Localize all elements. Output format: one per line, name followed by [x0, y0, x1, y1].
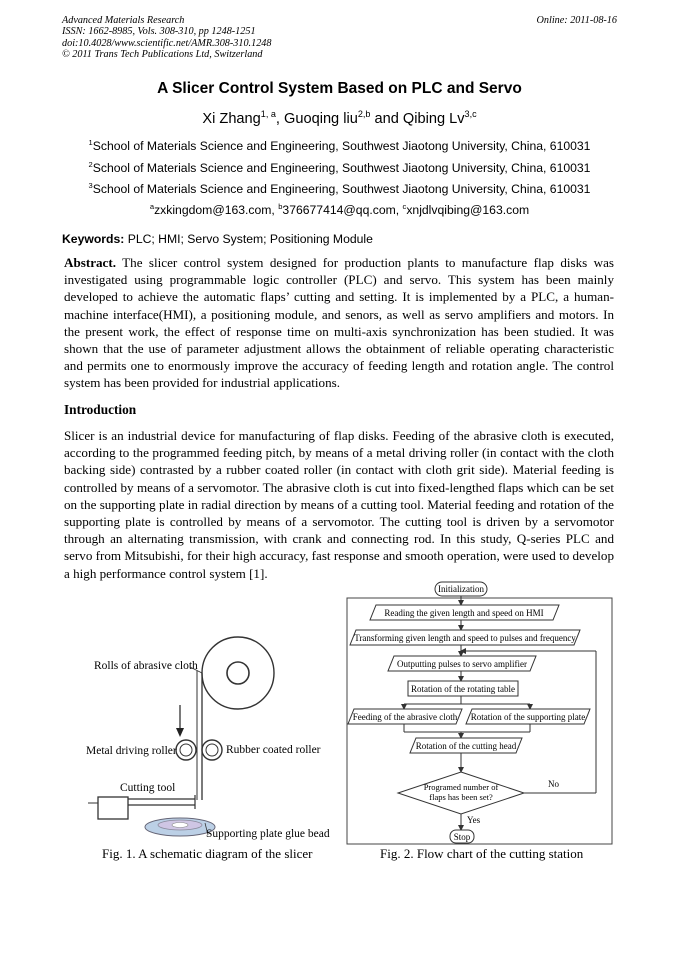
author-sup: 2,b: [357, 109, 371, 120]
flow-rotate-plate-label: Rotation of the supporting plate: [470, 712, 586, 722]
issn-line: ISSN: 1662-8985, Vols. 308-310, pp 1248-1251: [62, 26, 256, 38]
affiliation-3: [62, 182, 617, 196]
flow-output-label: Outputting pulses to servo amplifier: [397, 659, 527, 669]
label-metal-roller: Metal driving roller: [86, 745, 177, 757]
author-name: Xi Zhang: [202, 111, 261, 127]
cutting-tool-body: [98, 797, 128, 819]
flow-transform-label: Transforming given length and speed to pulses and frequency: [354, 633, 576, 643]
affiliation-1: [62, 139, 617, 153]
author-name: Qibing Lv: [402, 111, 465, 127]
email-link[interactable]: zxkingdom@163.com,: [154, 203, 279, 217]
affiliation-text: School of Materials Science and Engineering, Southwest Jiaotong University, China, 610031: [92, 161, 591, 175]
email-line: [62, 203, 617, 217]
slicer-schematic: [60, 585, 360, 847]
cloth-roll-inner: [227, 662, 249, 684]
abstract-text: The slicer control system designed for production plants to manufacture flap disks was investigated using programmable logic controller (PLC) and servo. This system has been mainly developed to achieve the automatic flaps’ cutting and setting. It is implemented by a PLC, a human-machine interface(HMI), a positioning module, and senors, as well as servo amplifiers and motors. In the present work, the effect of response time on multi-axis synchronization has been studied. It was shown that the use of parameter adjustment allows the obtainment of reliable operating characteristic and permits one to enormously improve the accuracy of feeding length and rotation angle. The control system has been provided for industrial applications.: [64, 255, 614, 391]
label-supporting-plate: Supporting plate glue bead: [206, 828, 330, 840]
keywords: [62, 232, 617, 246]
flow-stop-label: Stop: [453, 832, 471, 842]
affiliation-sup: 1: [88, 137, 93, 147]
flow-rotate-table-label: Rotation of the rotating table: [411, 684, 515, 694]
flow-no-label: No: [548, 779, 559, 789]
journal-header: [62, 15, 617, 60]
figure-2-caption: Fig. 2. Flow chart of the cutting station: [380, 846, 584, 861]
abstract-label: Abstract.: [64, 255, 116, 270]
affiliation-sup: 2: [88, 159, 93, 169]
affiliation-2: [62, 161, 617, 175]
email-link[interactable]: 376677414@qq.com,: [282, 203, 403, 217]
author-sep: ,: [275, 111, 284, 127]
author-sup: 3,c: [464, 109, 477, 120]
journal-name: Advanced Materials Research: [62, 15, 185, 26]
email-sup: c: [402, 201, 407, 211]
paper-title: A Slicer Control System Based on PLC and Servo: [157, 80, 522, 97]
email-sup: b: [278, 201, 283, 211]
flow-init-label: Initialization: [438, 584, 484, 594]
copyright-line: © 2011 Trans Tech Publications Ltd, Switzerland: [62, 48, 263, 60]
affiliation-sup: 3: [88, 180, 93, 190]
introduction-text: Slicer is an industrial device for manufacturing of flap disks. Feeding of the abrasive cloth is executed, according to the programmed feeding pitch, by means of a metal driving roller (in contact with the cloth backing side) contrasted by a rubber coated roller (in contact with cloth grit side). Material feeding is controlled by means of a servomotor. The abrasive cloth is cut into fixed-lengthed flaps which can be set on the supporting plate in radial direction by means of a cutting tool. Material feeding and rotation of the supporting plate is controlled by means of a servomotor. The cutting tool is driven by a servomotor through an alternating transmission, with crank and connecting rod. In this study, Q-series PLC and servo from Mitsubishi, for their high accuracy, fast response and smooth operation, were used to develop a high performance control system [1].: [64, 428, 614, 581]
author-sup: 1, a: [260, 109, 276, 120]
rubber-coated-roller: [202, 740, 222, 760]
cloth-roll-outer: [202, 637, 274, 709]
metal-driving-roller: [176, 740, 196, 760]
flow-read-label: Reading the given length and speed on HMI: [384, 608, 544, 618]
flow-feeding-label: Feeding of the abrasive cloth: [352, 712, 458, 722]
author-name: Guoqing liu: [284, 111, 358, 127]
affiliation-text: School of Materials Science and Engineering, Southwest Jiaotong University, China, 610031: [92, 139, 591, 153]
doi-line: doi:10.4028/www.scientific.net/AMR.308-310.1248: [62, 37, 272, 49]
abstract: [64, 254, 614, 392]
arrow-down-icon: [176, 728, 184, 737]
flow-rotate-head-label: Rotation of the cutting head: [415, 741, 517, 751]
figure-1-caption: Fig. 1. A schematic diagram of the slicer: [102, 846, 313, 861]
flow-yes-label: Yes: [467, 815, 481, 825]
label-rolls: Rolls of abrasive cloth: [94, 660, 198, 672]
label-cutting-tool: Cutting tool: [120, 782, 176, 794]
flow-decision-line-1: Programed number of: [423, 782, 499, 792]
email-sup: a: [149, 201, 155, 211]
affiliation-text: School of Materials Science and Engineering, Southwest Jiaotong University, China, 610031: [92, 182, 591, 196]
keywords-label: Keywords:: [62, 232, 125, 246]
label-rubber-roller: Rubber coated roller: [226, 744, 321, 756]
author-list: [62, 111, 617, 127]
keywords-text: PLC; HMI; Servo System; Positioning Module: [127, 232, 373, 246]
email-link[interactable]: xnjdlvqibing@163.com: [406, 203, 530, 217]
online-date: Online: 2011-08-16: [536, 15, 617, 26]
author-sep: and: [370, 111, 403, 127]
section-heading: Introduction: [64, 402, 137, 417]
cutting-station-flowchart: [344, 578, 616, 846]
flow-decision-line-2: flaps has been set?: [429, 792, 493, 802]
